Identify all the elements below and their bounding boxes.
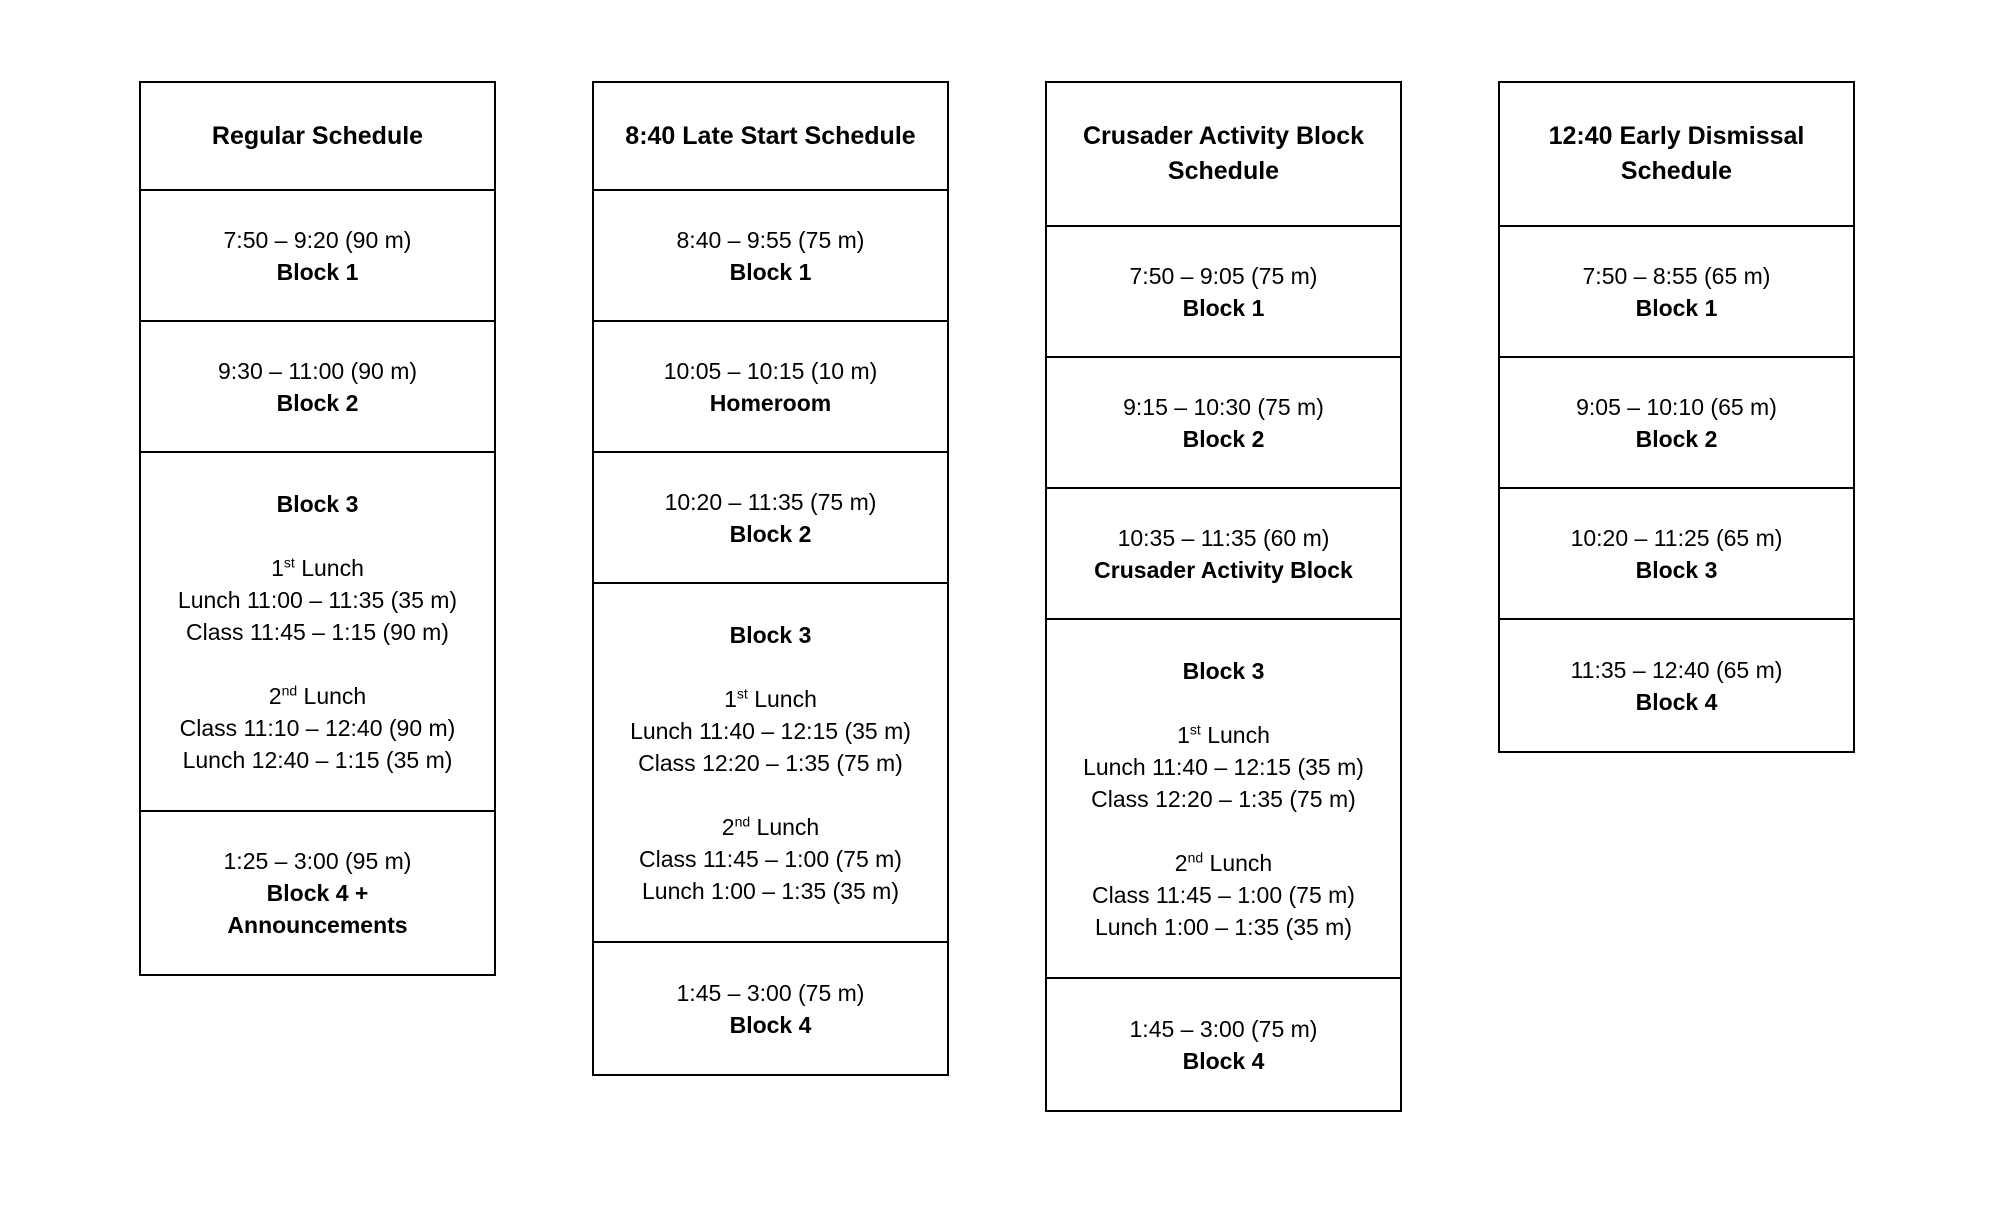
block-label: Block 2 [276,389,359,416]
second-lunch-line: Class 11:45 – 1:00 (75 m) [1092,881,1355,908]
block-3-cell [141,453,494,812]
block-2-cell [594,453,947,584]
first-lunch-line: Class 12:20 – 1:35 (75 m) [638,749,903,776]
block-label: Block 4 [729,1011,812,1038]
block-label: Block 3 [276,490,359,517]
schedule-title-text: Schedule [1620,157,1733,185]
second-lunch-line: Lunch 12:40 – 1:15 (35 m) [182,746,453,773]
block-label: Announcements [227,912,408,938]
block-time: 9:05 – 10:10 (65 m) [1576,393,1777,420]
crusader-activity-schedule-table [1045,81,1402,1112]
first-lunch-line: Class 11:45 – 1:15 (90 m) [186,618,449,645]
second-lunch-heading: 2nd Lunch [1174,848,1273,876]
first-lunch-line: Lunch 11:40 – 12:15 (35 m) [630,717,911,744]
block-label: Block 1 [1635,294,1718,321]
homeroom-cell [594,322,947,453]
block-label: Block 1 [276,258,359,285]
block-2-cell [1047,358,1400,489]
block-label: Homeroom [709,389,832,416]
block-time: 10:35 – 11:35 (60 m) [1117,524,1330,551]
block-1-cell [141,191,494,322]
block-label: Block 2 [1182,425,1265,452]
schedule-title-text: 8:40 Late Start Schedule [625,121,916,150]
second-lunch-line: Class 11:45 – 1:00 (75 m) [639,845,902,872]
early-dismissal-schedule-table [1498,81,1855,753]
second-lunch-line: Class 11:10 – 12:40 (90 m) [179,714,456,741]
first-lunch-heading: 1st Lunch [271,553,364,581]
block-label: Block 4 + [266,880,369,906]
block-4-cell [141,812,494,974]
block-2-cell [141,322,494,453]
block-time: 1:45 – 3:00 (75 m) [676,979,865,1006]
block-3-cell [1047,620,1400,979]
block-label: Crusader Activity Block [1094,556,1353,583]
second-lunch-line: Lunch 1:00 – 1:35 (35 m) [642,877,899,904]
block-label: Block 1 [1182,294,1265,321]
block-label: Block 4 [1635,688,1718,715]
block-time: 9:15 – 10:30 (75 m) [1123,393,1324,420]
late-start-schedule-table [592,81,949,1076]
second-lunch-heading: 2nd Lunch [721,812,820,840]
block-3-cell [1500,489,1853,620]
block-label: Block 3 [1182,657,1265,684]
block-4-cell [1500,620,1853,751]
block-label: Block 3 [729,621,812,648]
activity-block-cell [1047,489,1400,620]
block-time: 1:45 – 3:00 (75 m) [1129,1015,1318,1042]
block-time: 10:05 – 10:15 (10 m) [663,357,878,384]
first-lunch-heading: 1st Lunch [1177,720,1270,748]
block-time: 1:25 – 3:00 (95 m) [223,848,412,874]
block-label: Block 2 [1635,425,1718,452]
block-1-cell [594,191,947,322]
regular-schedule-table [139,81,496,976]
schedule-title [594,83,947,191]
block-time: 9:30 – 11:00 (90 m) [217,357,418,384]
block-1-cell [1500,227,1853,358]
block-1-cell [1047,227,1400,358]
block-time: 7:50 – 8:55 (65 m) [1582,262,1771,289]
second-lunch-heading: 2nd Lunch [268,681,367,709]
first-lunch-line: Class 12:20 – 1:35 (75 m) [1091,785,1356,812]
schedule-title-text: Schedule [1167,157,1280,185]
block-time: 7:50 – 9:20 (90 m) [223,226,412,253]
schedule-title-text: Regular Schedule [211,121,424,150]
block-time: 11:35 – 12:40 (65 m) [1570,656,1783,683]
first-lunch-line: Lunch 11:40 – 12:15 (35 m) [1083,753,1364,780]
schedule-title [1047,83,1400,227]
schedule-title-text: Crusader Activity Block [1082,122,1365,150]
block-time: 10:20 – 11:25 (65 m) [1570,524,1783,551]
second-lunch-line: Lunch 1:00 – 1:35 (35 m) [1095,913,1352,940]
first-lunch-line: Lunch 11:00 – 11:35 (35 m) [177,586,458,613]
block-label: Block 1 [729,258,812,285]
block-label: Block 4 [1182,1047,1265,1074]
block-4-cell [594,943,947,1074]
block-3-cell [594,584,947,943]
block-2-cell [1500,358,1853,489]
first-lunch-heading: 1st Lunch [724,684,817,712]
block-time: 10:20 – 11:35 (75 m) [664,488,877,515]
block-time: 7:50 – 9:05 (75 m) [1129,262,1318,289]
schedule-title-text: 12:40 Early Dismissal [1548,122,1805,150]
block-label: Block 2 [729,520,812,547]
schedule-title [141,83,494,191]
schedule-title [1500,83,1853,227]
block-time: 8:40 – 9:55 (75 m) [676,226,865,253]
block-4-cell [1047,979,1400,1110]
block-label: Block 3 [1635,556,1718,583]
